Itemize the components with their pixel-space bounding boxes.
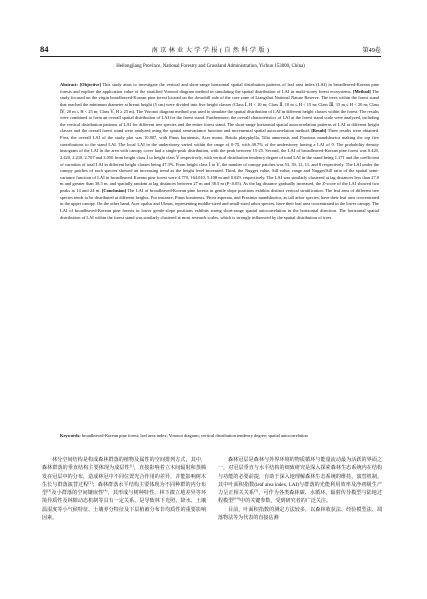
keywords-text: broadleaved-Korean pine forest; leaf area index; Voronoi diagram; vertical distribution tendency degree; spatial autocorrelation bbox=[81, 433, 308, 438]
conclusion-tag: [Conclusion] bbox=[101, 188, 127, 193]
body-paragraph: 目前，叶面积指数的测定方法较多，以森林收获法、经验模型法、凋落物法等为代表的直接估测 bbox=[218, 506, 382, 521]
method-tag: [Method] bbox=[353, 88, 371, 94]
running-header bbox=[40, 44, 381, 57]
abstract-method: The study focused on the virgin broadleaved-Korean pine forest located on the downhill side of the core zone of Liangshui National Nature Reserve. The trees within the forest stand that reached the minimum diameter at breast height (5 cm) were divided into five height classes (Class Ⅰ, H < 10 m; Class Ⅱ, 10 m ≤ H < 15 m; Class Ⅲ, 15 m ≤ H < 20 m; Class Ⅳ, 20 m ≤ H < 25 m; Class Ⅴ, H ≥ 25 m). The Voronoi diagram method was used to simulate the spatial distribution of LAI in different height classes within the forest. The results were combined to form an overall spatial distribution of LAI for the forest stand. Furthermore, the overall characteristics of LAI at the forest stand scale were analyzed, including the vertical distribution patterns of LAI for different tree species and the entire forest stand. The short-range horizontal spatial autocorrelation patterns of LAI at different height classes and the overall forest stand were analyzed using the spatial semivariance function and incremental spatial autocorrelation method. bbox=[60, 88, 380, 134]
abstract bbox=[60, 82, 379, 221]
abstract-objective: This study aims to investigate the vertical and short-range horizontal spatial distribution patterns of leaf area index (LAI) in broadleaved-Korean pine forests and explore the application value of the stratified Voronoi diagram method in simulating the spatial distribution of LAI in multi-storey forest ecosystems. bbox=[60, 82, 379, 94]
body-paragraph: 林分空间结构是构成森林群落的植物及属性的空间排列方式，其中，森林群落的垂直结构主要体现为成层性[1]，直接影响着立木间辐射和蒸腾发在冠层中的分布，造成林冠中不同位置光合作用的差异，并能影响树木生长与群落演替过程[2]；森林群落水平结构主要体现为不同种群的内分布型[3]及小群落的空间镶嵌性[4]，其形成与树种特性、林下微立地差异等环境异质性及林隙动态机制等具有一定关系，是导致林下光照、降水、土壤温湿度等小气候特征、土壤养分特征及下层植被分布非均质性的重要影响因素。 bbox=[42, 457, 207, 521]
objective-tag: [Objective] bbox=[79, 82, 101, 87]
journal-title: 南 京 林 业 大 学 学 报 ( 自 然 科 学 版 ) bbox=[151, 47, 270, 54]
page-number: 84 bbox=[40, 44, 49, 54]
keywords bbox=[60, 433, 379, 440]
volume-label: 第49卷 bbox=[362, 47, 381, 54]
affiliation: Heilongjiang Province, National Forestry and Grassland Administration, Yichun 153000, China) bbox=[116, 64, 305, 69]
body-left-column bbox=[42, 456, 206, 522]
result-tag: [Result] bbox=[311, 128, 327, 134]
keywords-label: Keywords: bbox=[60, 433, 81, 438]
body-paragraph: 森林冠层是森林与外界环境的物质循环与能量流动最为活跃的界面之一，对冠层垂直与水平结构的细致研究是深入探索森林生态系统内在结构与功能的必要前提，有助于深入地理解森林生态系统的维持、演替机制。其中叶面积指数(leaf area index, LAI)与群落的光能利用效率及净初级生产力呈正相关关系[5]，可作为各类森林碳、水循环、辐射传导模型与陆地过程模型[6-8]中的关键参数，受到研究者的广泛关注。 bbox=[218, 457, 383, 505]
body-right-column bbox=[218, 456, 382, 522]
abstract-label: Abstract: bbox=[60, 82, 78, 87]
abstract-conclusion: The LAI of broadleaved-Korean pine forests in gentle slope positions exhibits distinct vertical stratification. The leaf area of different tree species tends to be distributed at different heights. For instance, Pinus koraiensis, Picea asperata, and Fraxinus mandshurica, as tall arbor species, have their leaf area concentrated in the upper canopy. On the other hand, Acer opalus and Ulmus, representing middle-sized and small-sized arbor species, have their leaf area concentrated in the lower canopy. The LAI of broadleaved-Korean pine forests in lower gentle-slope positions exhibits strong short-range spatial autocorrelation in the horizontal direction. The horizontal spatial distribution of LAI within the forest stand was similarly clustered at most research scales, which is strongly influenced by the spatial distribution of trees. bbox=[60, 188, 379, 220]
abstract-result: Three results were obtained. First, the overall LAI of the study plot was 10.807, with Pinus koraiensis, Acer mono, Betula platyphylla, Tilia amurensis and Fraxinus mandshurica making the top five contributions to the stand LAI. The local LAI in the understorey varied within the range of 0-75, with 48.7% of the understorey having a LAI of 0. The probability density histogram of the LAI in the area with canopy cover had a single-peak distribution, with the peak between 15-25. Second, the LAI of broadleaved-Korean pine forest was 0.420, 2.420, 2.210, 2.707 and 3.050 from height class Ⅰ to height class Ⅴ respectively, with vertical distribution tendency degree of total LAI in the stand being 1.171 and the coefficient of variation of total LAI in different height classes being 47.3%. From height class Ⅰ to Ⅴ, the number of canopy patches was 53, 39, 12, 11, and 8 respectively. The LAI under the canopy patches of each species showed an increasing trend as the height level increased. Third, the Nugget value, Sill value, range and Nugget/Sill ratio of the spatial semi-variance function of LAI in broadleaved Korean pine forest were 4.770, 164.010, 5.108 m and 0.029, respectively. The LAI was similarly clustered at lag distances less than 27.0 m and greater than 38.5 m, and spatially random at lag distances between 27 m and 38.5 m (P<0.05). As the lag distance gradually increased, the Z-score of the LAI showed two peaks at 14 and 24 m. bbox=[60, 128, 380, 193]
